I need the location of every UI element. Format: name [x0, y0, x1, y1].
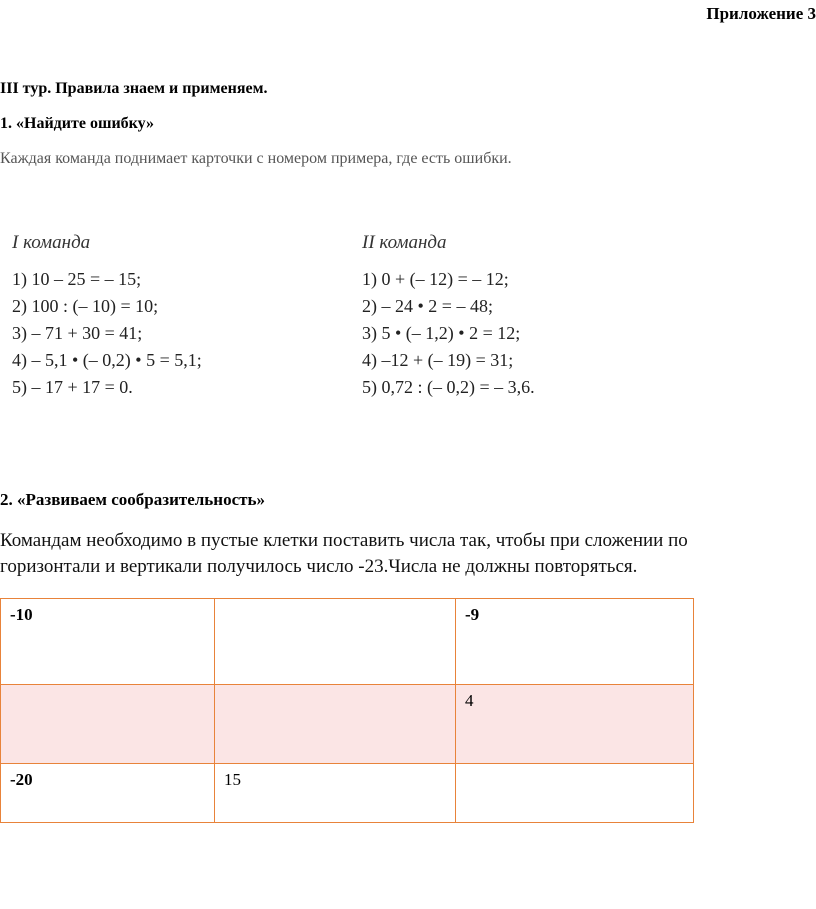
- team2-block: [362, 232, 535, 401]
- task2-title: 2. «Развиваем сообразительность»: [0, 490, 265, 509]
- grid-cell[interactable]: [1, 685, 215, 764]
- appendix-label: Приложение 3: [706, 4, 816, 23]
- grid-cell[interactable]: 15: [215, 764, 456, 823]
- grid-cell[interactable]: -10: [1, 599, 215, 685]
- team1-list: [12, 266, 202, 401]
- team2-title: II команда: [362, 232, 447, 253]
- grid-cell[interactable]: [215, 685, 456, 764]
- team1-item: 5) – 17 + 17 = 0.: [12, 377, 133, 397]
- team1-item: 3) – 71 + 30 = 41;: [12, 323, 143, 343]
- grid-row: [1, 685, 694, 764]
- team1-item: 2) 100 : (– 10) = 10;: [12, 296, 159, 316]
- team1-title: I команда: [12, 232, 91, 253]
- round-title: III тур. Правила знаем и применяем.: [0, 80, 268, 97]
- team1-block: [12, 232, 202, 401]
- team2-item: 3) 5 • (– 1,2) • 2 = 12;: [362, 323, 521, 343]
- grid-cell[interactable]: [215, 599, 456, 685]
- grid-row: [1, 599, 694, 685]
- number-grid: [0, 598, 694, 823]
- grid-cell[interactable]: -20: [1, 764, 215, 823]
- team2-list: [362, 266, 535, 401]
- team2-item: 4) –12 + (– 19) = 31;: [362, 350, 514, 370]
- grid-cell[interactable]: 4: [456, 685, 694, 764]
- task2-text: Командам необходимо в пустые клетки поставить числа так, чтобы при сложении по горизонтали и вертикали получилось число -23.Числа не должны повторяться.: [0, 530, 688, 577]
- grid-row: [1, 764, 694, 823]
- team2-item: 1) 0 + (– 12) = – 12;: [362, 269, 509, 289]
- grid-cell[interactable]: [456, 764, 694, 823]
- team1-item: 4) – 5,1 • (– 0,2) • 5 = 5,1;: [12, 350, 202, 370]
- team2-item: 2) – 24 • 2 = – 48;: [362, 296, 493, 316]
- task1-intro: Каждая команда поднимает карточки с номером примера, где есть ошибки.: [0, 150, 512, 167]
- team1-item: 1) 10 – 25 = – 15;: [12, 269, 142, 289]
- grid-cell[interactable]: -9: [456, 599, 694, 685]
- task1-title: 1. «Найдите ошибку»: [0, 115, 155, 132]
- team2-item: 5) 0,72 : (– 0,2) = – 3,6.: [362, 377, 535, 397]
